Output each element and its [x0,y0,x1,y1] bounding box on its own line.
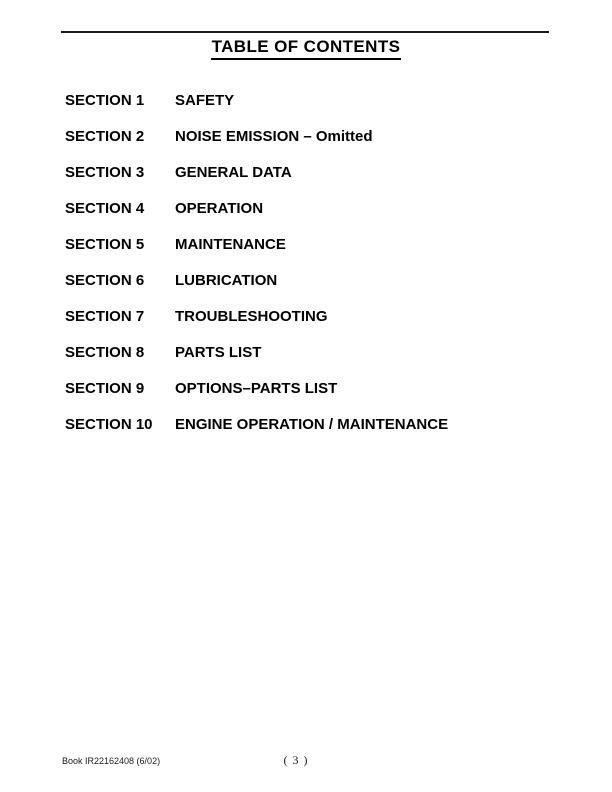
toc-row [65,417,545,433]
toc-row [65,273,545,289]
page-title: TABLE OF CONTENTS [211,37,402,60]
section-label: SECTION 3 [65,164,145,181]
section-title: OPTIONS–PARTS LIST [175,380,338,397]
section-title: SAFETY [175,92,235,109]
toc-row [65,237,545,253]
section-label: SECTION 7 [65,308,145,325]
toc-row [65,345,545,361]
toc-row [65,165,545,181]
section-label: SECTION 9 [65,380,145,397]
section-label: SECTION 6 [65,272,145,289]
section-title: MAINTENANCE [175,236,286,253]
page-title-container [0,37,612,60]
footer-book-id: Book IR22162408 (6/02) [62,756,161,766]
section-label: SECTION 10 [65,416,153,433]
section-title: LUBRICATION [175,272,278,289]
section-label: SECTION 8 [65,344,145,361]
toc-row [65,309,545,325]
toc-row [65,129,545,145]
table-of-contents [65,93,545,453]
footer-page-number: ( 3 ) [283,753,309,767]
header-rule [61,31,549,33]
section-title: OPERATION [175,200,264,217]
section-title: PARTS LIST [175,344,262,361]
section-title: ENGINE OPERATION / MAINTENANCE [175,416,449,433]
section-label: SECTION 4 [65,200,145,217]
section-label: SECTION 2 [65,128,145,145]
section-label: SECTION 5 [65,236,145,253]
toc-row [65,201,545,217]
toc-row [65,93,545,109]
section-label: SECTION 1 [65,92,145,109]
section-title: GENERAL DATA [175,164,292,181]
section-title: NOISE EMISSION – Omitted [175,128,373,145]
section-title: TROUBLESHOOTING [175,308,328,325]
toc-row [65,381,545,397]
